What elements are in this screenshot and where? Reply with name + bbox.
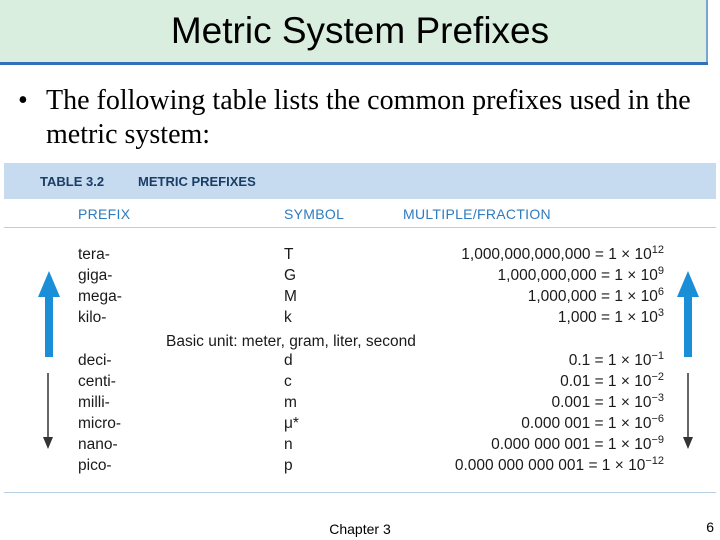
column-header-prefix: PREFIX [78,206,131,222]
symbol-cell: μ* [284,415,299,432]
table-caption-bar [4,163,716,199]
symbol-cell: G [284,267,297,284]
arrow-up-icon [677,271,699,357]
prefix-cell: micro- [78,415,122,432]
multiple-cell: $1,000 = 1 \times 10^3$ [557,307,664,326]
symbol-cell: n [284,436,293,453]
table-number: TABLE 3.2 [40,174,105,189]
footer-chapter: Chapter 3 [329,521,391,537]
symbol-cell: M [284,288,297,305]
multiple-cell: 0.000 000 000 $001 = 1 \times 10^{-12}$ [454,455,664,474]
header-rule [4,227,716,228]
prefix-cell: tera- [78,246,110,263]
column-header-symbol: SYMBOL [284,206,345,222]
multiple-cell: $0.1 = 1 \times 10^{-1}$ [568,350,664,369]
prefix-cell: kilo- [78,309,107,326]
symbol-cell: d [284,352,293,369]
bullet-dot: • [18,85,28,116]
table-bottom-rule [4,492,716,493]
prefix-cell: pico- [78,457,112,474]
prefix-cell: nano- [78,436,118,453]
prefix-cell: giga- [78,267,113,284]
prefix-cell: centi- [78,373,116,390]
bullet-text: The following table lists the common prefixes used in the metric system: [46,85,691,150]
basic-unit-row: Basic unit: meter, gram, liter, second [166,333,416,350]
slide-title: Metric System Prefixes [170,10,550,51]
arrow-up-icon [38,271,60,357]
symbol-cell: c [284,373,292,390]
symbol-cell: k [284,309,292,326]
multiple-cell: 0.000 $001 = 1 \times 10^{-6}$ [521,413,664,432]
multiple-cell: $0.01 = 1 \times 10^{-2}$ [560,371,664,390]
prefix-cell: deci- [78,352,112,369]
prefix-cell: mega- [78,288,122,305]
prefix-cell: milli- [78,394,110,411]
metric-prefix-table [4,163,716,495]
multiple-cell: $0.001 = 1 \times 10^{-3}$ [551,392,664,411]
multiple-cell: $1,000,000,000,000 = 1 \times 10^{12}$ [461,244,664,263]
multiple-cell: $1,000,000,000 = 1 \times 10^9$ [497,265,664,284]
table-name: METRIC PREFIXES [138,174,256,189]
footer-page-number: 6 [706,519,714,535]
symbol-cell: p [284,457,293,474]
symbol-cell: T [284,246,294,263]
symbol-cell: m [284,394,297,411]
multiple-cell: 0.000 000 $001 = 1 \times 10^{-9}$ [491,434,664,453]
multiple-cell: $1,000,000 = 1 \times 10^6$ [527,286,664,305]
arrow-down-icon [40,373,56,449]
arrow-down-icon [680,373,696,449]
column-header-multiple: MULTIPLE/FRACTION [403,206,551,222]
